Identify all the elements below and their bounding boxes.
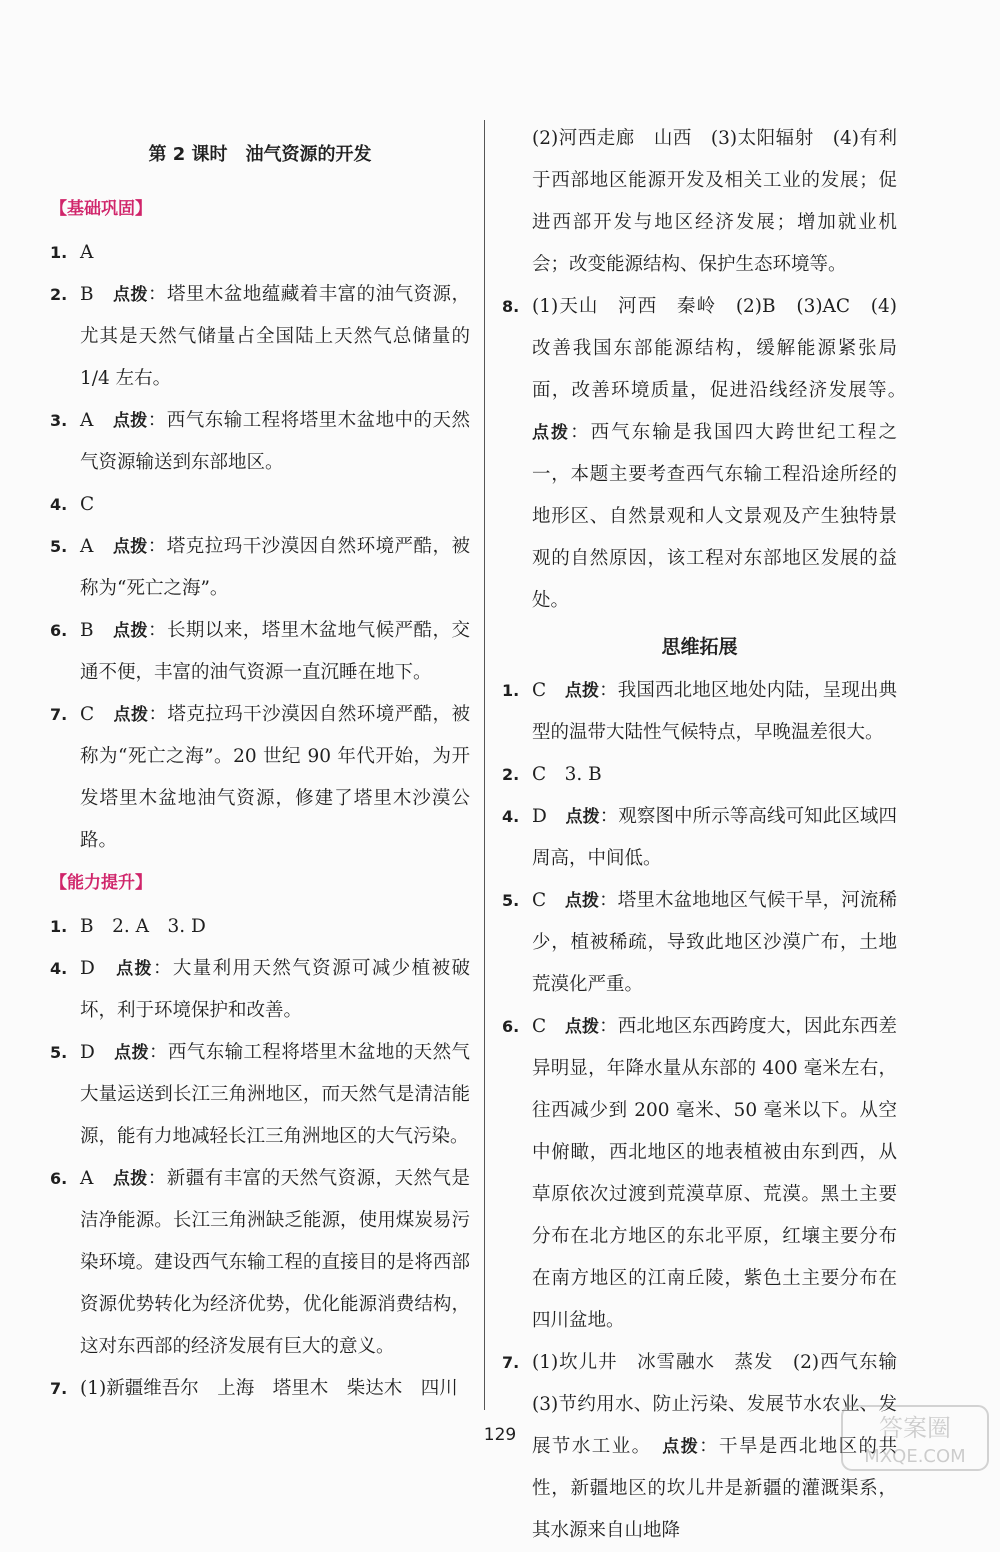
item-number: 2.	[50, 285, 68, 304]
tip-text: ：干旱是西北地区的共性，新疆地区的坎儿井是新疆的灌溉渠系，其水源来自山地降	[532, 1436, 897, 1541]
item-text	[80, 400, 470, 484]
svg-text:答案圈: 答案圈	[879, 1414, 951, 1442]
item-text	[80, 694, 470, 862]
tip-label: 点拨	[564, 891, 600, 911]
tip-text: ：西北地区东西跨度大，因此东西差异明显，年降水量从东部的 400 毫米左右，往西减少到 200 毫米、50 毫米以下。从空中俯瞰，西北地区的地表植被由东到西，从草原依次过渡到荒漠草原、荒漠。黑土主要分布在北方地区的东北平原，红壤主要分布在南方地区的江南丘陵，紫色土主要分布在四川盆地。	[532, 1016, 897, 1331]
item-number: 6.	[502, 1017, 520, 1036]
answer-item	[50, 1158, 470, 1368]
answer-item	[50, 1032, 470, 1158]
tip-label: 点拨	[112, 411, 148, 431]
answer-letter: D	[532, 806, 566, 827]
tip-label: 点拨	[113, 621, 148, 641]
answer-item	[50, 232, 470, 274]
tip-label: 点拨	[532, 423, 571, 443]
tip-label: 点拨	[113, 705, 149, 725]
answer-letter: A	[80, 1168, 113, 1189]
answer-item	[502, 880, 897, 1006]
item-text	[80, 948, 470, 1032]
section-heading: 思维拓展	[661, 636, 738, 658]
answer-text: (1)坎儿井 冰雪融水 蒸发 (2)西气东输 (3)节约用水、防止污染、发展节水农业、发展节水工业。	[532, 1352, 916, 1457]
item-text	[532, 796, 897, 880]
item-text	[80, 274, 470, 400]
item-text	[532, 286, 916, 622]
item-number: 4.	[502, 807, 520, 826]
tip-label: 点拨	[565, 807, 600, 827]
answer-letter: C	[532, 1016, 565, 1037]
left-column	[50, 118, 470, 1410]
answer-item	[502, 286, 916, 622]
item-number: 7.	[502, 1353, 520, 1372]
tip-text: ：塔里木盆地地区气候干旱，河流稀少，植被稀疏，导致此地区沙漠广布，土地荒漠化严重。	[532, 890, 897, 995]
answer-item	[502, 670, 897, 754]
item-number: 4.	[50, 495, 68, 514]
answer-item	[50, 526, 470, 610]
answer-item	[50, 1368, 470, 1410]
page-number: 129	[483, 1425, 517, 1445]
answer-item	[50, 610, 470, 694]
tip-label: 点拨	[662, 1437, 700, 1457]
answer-item	[50, 948, 470, 1032]
item-text: (2)河西走廊 山西 (3)太阳辐射 (4)有利于西部地区能源开发及相关工业的发展；促进西部开发与地区经济发展；增加就业机会；改变能源结构、保护生态环境等。	[532, 128, 897, 275]
tip-label: 点拨	[112, 537, 148, 557]
item-number: 7.	[50, 705, 68, 724]
tip-label: 点拨	[112, 1169, 148, 1189]
answer-letter: B	[80, 620, 114, 641]
tip-text: ：西气东输工程将塔里木盆地的天然气大量运送到长江三角洲地区，而天然气是清洁能源，能有力地减轻长江三角洲地区的大气污染。	[80, 1042, 470, 1147]
answer-letter: D	[80, 958, 117, 979]
tip-text: ：新疆有丰富的天然气资源，天然气是洁净能源。长江三角洲缺乏能源，使用煤炭易污染环境。建设西气东输工程的直接目的是将西部资源优势转化为经济优势，优化能源消费结构，这对东西部的经济发展有巨大的意义。	[80, 1168, 470, 1357]
section-basic: 【基础巩固】	[50, 199, 152, 219]
item-number: 5.	[502, 891, 520, 910]
item-text: C	[80, 494, 95, 515]
answer-letter: C	[532, 680, 565, 701]
tip-label: 点拨	[564, 681, 600, 701]
answer-item	[502, 1006, 897, 1342]
tip-text: ：观察图中所示等高线可知此区域四周高，中间低。	[532, 806, 897, 869]
item-text: A	[80, 242, 94, 263]
watermark-logo	[840, 1402, 990, 1474]
answer-item	[502, 796, 897, 880]
tip-text: ：西气东输工程将塔里木盆地中的天然气资源输送到东部地区。	[80, 410, 470, 473]
item-text: B 2. A 3. D	[80, 916, 206, 937]
svg-text:MXQE.COM: MXQE.COM	[864, 1446, 966, 1467]
answer-letter: A	[80, 410, 113, 431]
tip-label: 点拨	[113, 285, 148, 305]
answer-item	[50, 906, 470, 948]
item-text	[80, 526, 470, 610]
answer-letter: C	[80, 704, 114, 725]
tip-label: 点拨	[116, 959, 153, 979]
answer-item	[50, 484, 470, 526]
item-text	[532, 670, 897, 754]
answer-item	[502, 754, 897, 796]
item-text: C 3. B	[532, 764, 602, 785]
item-number: 6.	[50, 1169, 68, 1188]
item-number: 1.	[502, 681, 520, 700]
tip-text: ：大量利用天然气资源可减少植被破坏，利于环境保护和改善。	[80, 958, 470, 1021]
tip-text: ：西气东输是我国四大跨世纪工程之一，本题主要考查西气东输工程沿途所经的地形区、自然景观和人文景观及产生独特景观的自然原因，该工程对东部地区发展的益处。	[532, 422, 897, 611]
item-number: 8.	[502, 297, 520, 316]
tip-text: ：塔克拉玛干沙漠因自然环境严酷，被称为“死亡之海”。20 世纪 90 年代开始，为开发塔里木盆地油气资源，修建了塔里木沙漠公路。	[80, 704, 471, 851]
item-number: 4.	[50, 959, 68, 978]
answer-item	[50, 274, 470, 400]
item-text	[80, 610, 470, 694]
answer-letter: A	[80, 536, 113, 557]
answer-item-continued	[502, 118, 897, 286]
item-number: 3.	[50, 411, 68, 430]
item-text: (1)新疆维吾尔 上海 塔里木 柴达木 四川	[80, 1378, 458, 1399]
item-number: 2.	[502, 765, 520, 784]
answer-text: (1)天山 河西 秦岭 (2)B (3)AC (4)改善我国东部能源结构，缓解能源紧张局面，改善环境质量，促进沿线经济发展等。	[532, 296, 916, 401]
item-number: 5.	[50, 1043, 68, 1062]
tip-text: ：塔里木盆地蕴藏着丰富的油气资源，尤其是天然气储量占全国陆上天然气总储量的 1/4 左右。	[80, 284, 470, 389]
item-number: 5.	[50, 537, 68, 556]
item-number: 1.	[50, 243, 68, 262]
item-text	[532, 880, 897, 1006]
answer-letter: D	[80, 1042, 115, 1063]
item-text	[80, 1032, 470, 1158]
item-text	[80, 1158, 470, 1368]
item-number: 1.	[50, 917, 68, 936]
answer-item	[50, 694, 470, 862]
item-text	[532, 1006, 897, 1342]
tip-text: ：塔克拉玛干沙漠因自然环境严酷，被称为“死亡之海”。	[80, 536, 470, 599]
tip-label: 点拨	[564, 1017, 600, 1037]
tip-text: ：长期以来，塔里木盆地气候严酷，交通不便，丰富的油气资源一直沉睡在地下。	[80, 620, 470, 683]
answer-letter: C	[532, 890, 565, 911]
tip-label: 点拨	[114, 1043, 149, 1063]
answer-item	[50, 400, 470, 484]
answer-letter: B	[80, 284, 114, 305]
lesson-title: 第 2 课时 油气资源的开发	[148, 144, 372, 165]
item-number: 6.	[50, 621, 68, 640]
item-number: 7.	[50, 1379, 68, 1398]
section-advanced: 【能力提升】	[50, 873, 152, 893]
column-divider	[484, 120, 485, 1410]
tip-text: ：我国西北地区地处内陆，呈现出典型的温带大陆性气候特点，早晚温差很大。	[532, 680, 897, 743]
